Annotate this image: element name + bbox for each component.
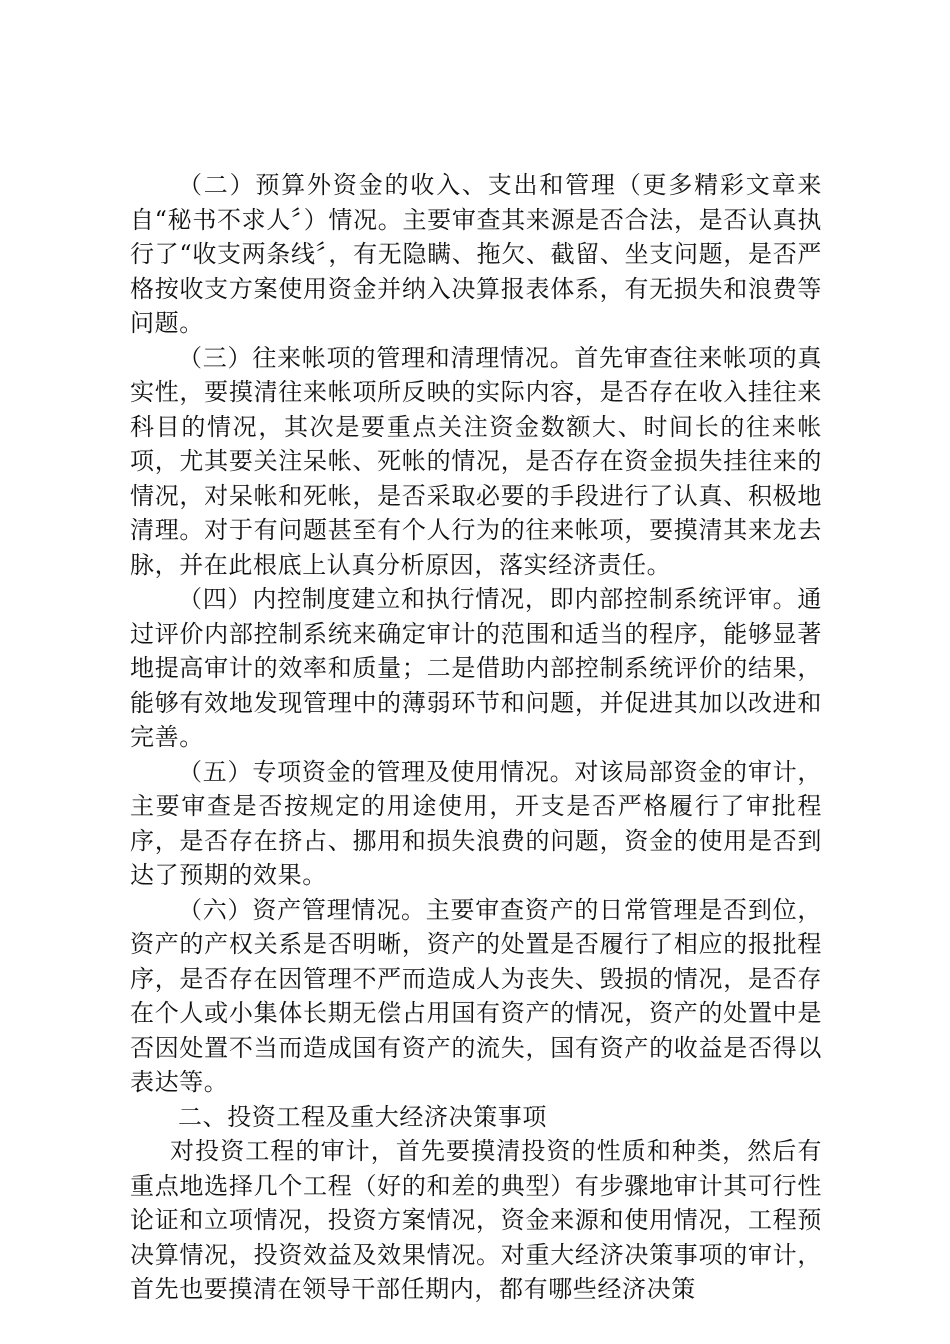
paragraph-internal-control: （四）内控制度建立和执行情况，即内部控制系统评审。通过评价内部控制系统来确定审计的范围和适当的程序，能够显著地提高审计的效率和质量；二是借助内部控制系统评价的结果，能够有效地发现管理中的薄弱环节和问题，并促进其加以改进和完善。	[130, 585, 822, 751]
section-heading-investment: 二、投资工程及重大经济决策事项	[178, 1102, 547, 1131]
paragraph-asset-management: （六）资产管理情况。主要审查资产的日常管理是否到位，资产的产权关系是否明晰，资产的处置是否履行了相应的报批程序，是否存在因管理不严而造成人为丧失、毁损的情况，是否存在个人或小集体长期无偿占用国有资产的情况，资产的处置中是否因处置不当而造成国有资产的流失，国有资产的收益是否得以表达等。	[130, 895, 822, 1096]
paragraph-extra-budget-funds: （二）预算外资金的收入、支出和管理（更多精彩文章来自“秘书不求人〞）情况。主要审查其来源是否合法，是否认真执行了“收支两条线〞，有无隐瞒、拖欠、截留、坐支问题，是否严格按收支方案使用资金并纳入决算报表体系，有无损失和浪费等问题。	[130, 171, 822, 337]
paragraph-special-funds: （五）专项资金的管理及使用情况。对该局部资金的审计，主要审查是否按规定的用途使用，开支是否严格履行了审批程序，是否存在挤占、挪用和损失浪费的问题，资金的使用是否到达了预期的效果。	[130, 757, 822, 889]
paragraph-investment-audit: 对投资工程的审计，首先要摸清投资的性质和种类，然后有重点地选择几个工程（好的和差的典型）有步骤地审计其可行性论证和立项情况，投资方案情况，资金来源和使用情况，工程预决算情况，投资效益及效果情况。对重大经济决策事项的审计，首先也要摸清在领导干部任期内，都有哪些经济决策	[130, 1137, 822, 1303]
paragraph-current-accounts: （三）往来帐项的管理和清理情况。首先审查往来帐项的真实性，要摸清往来帐项所反映的实际内容，是否存在收入挂往来科目的情况，其次是要重点关注资金数额大、时间长的往来帐项，尤其要关注呆帐、死帐的情况，是否存在资金损失挂往来的情况，对呆帐和死帐，是否采取必要的手段进行了认真、积极地清理。对于有问题甚至有个人行为的往来帐项，要摸清其来龙去脉，并在此根底上认真分析原因，落实经济责任。	[130, 343, 822, 579]
document-body	[130, 168, 822, 1307]
